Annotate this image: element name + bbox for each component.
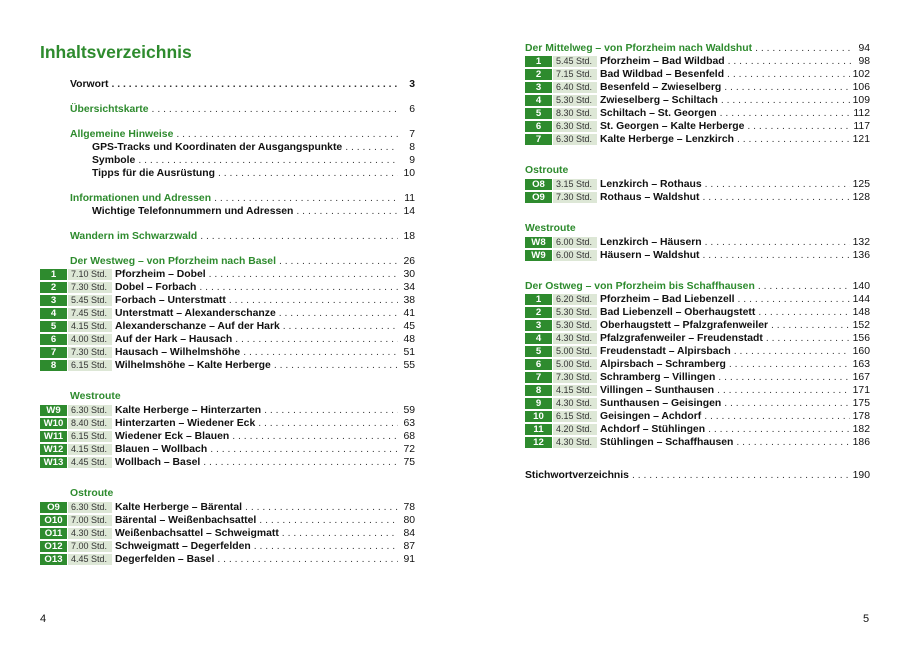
toc-entry-wandern[interactable]: Wandern im Schwarzwald . . . 18 [40, 230, 415, 243]
stage-page-number: 55 [403, 360, 415, 371]
stage-number-badge: 7 [525, 372, 552, 383]
stage-duration: 6.30 Std. [68, 405, 112, 416]
stage-number-badge: 3 [525, 320, 552, 331]
leader-dots [210, 444, 398, 455]
stage-title: Schiltach – St. Georgen [600, 108, 717, 119]
stage-row[interactable] [40, 540, 415, 553]
leader-dots [724, 82, 849, 93]
left-toc-column [40, 40, 415, 566]
stage-title: Bad Liebenzell – Oberhaugstett [600, 307, 756, 318]
stage-page-number: 102 [852, 69, 870, 80]
stage-duration: 4.00 Std. [68, 334, 112, 345]
stage-page-number: 112 [853, 108, 870, 119]
stage-list-ostweg [525, 293, 870, 449]
stage-row[interactable] [525, 319, 870, 332]
stage-duration: 6.30 Std. [553, 121, 597, 132]
stage-title: Pforzheim – Bad Liebenzell [600, 294, 735, 305]
stage-title: Blauen – Wollbach [115, 444, 208, 455]
stage-page-number: 51 [403, 347, 415, 358]
stage-number-badge: W8 [525, 237, 552, 248]
stage-title: Alpirsbach – Schramberg [600, 359, 726, 370]
stage-title: Unterstmatt – Alexanderschanze [115, 308, 276, 319]
stage-title: Forbach – Unterstmatt [115, 295, 226, 306]
stage-page-number: 109 [852, 95, 870, 106]
stage-page-number: 72 [403, 444, 415, 455]
stage-duration: 4.15 Std. [68, 321, 112, 332]
stage-title: Sunthausen – Geisingen [600, 398, 722, 409]
leader-dots [720, 108, 851, 119]
stage-row[interactable] [525, 384, 870, 397]
stage-title: Wilhelmshöhe – Kalte Herberge [115, 360, 271, 371]
stage-duration: 7.00 Std. [68, 515, 112, 526]
stage-duration: 5.00 Std. [553, 346, 597, 357]
stage-row[interactable] [525, 191, 870, 204]
stage-page-number: 128 [852, 192, 870, 203]
stage-duration: 4.45 Std. [68, 457, 112, 468]
stage-list-westweg [40, 268, 415, 372]
stage-duration: 5.30 Std. [553, 307, 597, 318]
leader-dots [279, 308, 398, 319]
stage-number-badge: 4 [525, 333, 552, 344]
toc-entry-tipps[interactable]: Tipps für die Ausrüstung . . . 10 [40, 167, 415, 180]
stage-title: Pforzheim – Dobel [115, 269, 206, 280]
stage-list-westroute-mittelweg [525, 236, 870, 262]
stage-row[interactable] [40, 294, 415, 307]
stage-list-ostroute-mittelweg [525, 178, 870, 204]
stage-title: Besenfeld – Zwieselberg [600, 82, 722, 93]
leader-dots [705, 179, 850, 190]
stage-number-badge: 10 [525, 411, 552, 422]
leader-dots [703, 250, 850, 261]
toc-entry-symbole[interactable]: Symbole . . . 9 [40, 154, 415, 167]
stage-duration: 8.40 Std. [68, 418, 112, 429]
stage-row[interactable] [525, 293, 870, 306]
stage-number-badge: 11 [525, 424, 552, 435]
stage-duration: 6.20 Std. [553, 294, 597, 305]
stage-number-badge: 1 [525, 56, 552, 67]
stage-page-number: 156 [852, 333, 870, 344]
stage-row[interactable] [40, 281, 415, 294]
stage-duration: 5.30 Std. [553, 320, 597, 331]
stage-duration: 4.15 Std. [553, 385, 597, 396]
stage-page-number: 68 [403, 431, 415, 442]
stage-page-number: 87 [403, 541, 415, 552]
stage-title: Kalte Herberge – Hinterzarten [115, 405, 262, 416]
stage-row[interactable] [40, 443, 415, 456]
stage-page-number: 132 [852, 237, 870, 248]
stage-number-badge: O9 [525, 192, 552, 203]
stage-duration: 6.30 Std. [68, 502, 112, 513]
stage-page-number: 136 [852, 250, 870, 261]
stage-title: Stühlingen – Schaffhausen [600, 437, 734, 448]
stage-row[interactable] [525, 107, 870, 120]
stage-row[interactable] [40, 333, 415, 346]
leader-dots [728, 56, 853, 67]
stage-row[interactable] [525, 55, 870, 68]
stage-row[interactable] [40, 359, 415, 372]
stage-number-badge: W12 [40, 444, 67, 455]
stage-number-badge: 6 [40, 334, 67, 345]
stage-page-number: 63 [403, 418, 415, 429]
leader-dots [734, 346, 850, 357]
stage-title: Auf der Hark – Hausach [115, 334, 233, 345]
leader-dots [727, 69, 850, 80]
stage-row[interactable] [525, 249, 870, 262]
stage-page-number: 121 [852, 134, 870, 145]
stage-page-number: 48 [403, 334, 415, 345]
stage-page-number: 125 [852, 179, 870, 190]
stage-row[interactable] [525, 68, 870, 81]
stage-page-number: 144 [852, 294, 870, 305]
stage-duration: 4.15 Std. [68, 444, 112, 455]
stage-duration: 5.00 Std. [553, 359, 597, 370]
stage-row[interactable] [525, 371, 870, 384]
stage-row[interactable] [525, 332, 870, 345]
stage-title: Zwieselberg – Schiltach [600, 95, 718, 106]
stage-number-badge: W10 [40, 418, 67, 429]
stage-title: Pforzheim – Bad Wildbad [600, 56, 725, 67]
stage-number-badge: 4 [40, 308, 67, 319]
leader-dots [258, 418, 398, 429]
leader-dots [254, 541, 398, 552]
stage-number-badge: 6 [525, 359, 552, 370]
stage-title: Bad Wildbad – Besenfeld [600, 69, 725, 80]
leader-dots [232, 431, 398, 442]
stage-row[interactable] [40, 307, 415, 320]
stage-duration: 7.10 Std. [68, 269, 112, 280]
stage-title: Kalte Herberge – Lenzkirch [600, 134, 734, 145]
stage-number-badge: W13 [40, 457, 67, 468]
stage-duration: 4.45 Std. [68, 554, 112, 565]
stage-page-number: 84 [403, 528, 415, 539]
stage-title: Pfalzgrafenweiler – Freudenstadt [600, 333, 763, 344]
stage-title: St. Georgen – Kalte Herberge [600, 121, 745, 132]
leader-dots [729, 359, 850, 370]
section-heading-mittelweg[interactable]: Der Mittelweg – von Pforzheim nach Waldshut . . . 94 [525, 42, 870, 55]
stage-number-badge: 6 [525, 121, 552, 132]
stage-page-number: 160 [852, 346, 870, 357]
stage-duration: 6.00 Std. [553, 250, 597, 261]
section-heading-ostroute-mittelweg: Ostroute [525, 165, 569, 176]
stage-title: Kalte Herberge – Bärental [115, 502, 243, 513]
stage-page-number: 167 [852, 372, 870, 383]
stage-row[interactable] [40, 501, 415, 514]
stage-title: Wiedener Eck – Blauen [115, 431, 230, 442]
stage-title: Schweigmatt – Degerfelden [115, 541, 251, 552]
stage-title: Geisingen – Achdorf [600, 411, 702, 422]
stage-number-badge: 1 [525, 294, 552, 305]
stage-row[interactable] [40, 268, 415, 281]
stage-duration: 7.45 Std. [68, 308, 112, 319]
stage-row[interactable] [40, 553, 415, 566]
stage-title: Hausach – Wilhelmshöhe [115, 347, 241, 358]
stage-row[interactable] [40, 514, 415, 527]
stage-duration: 4.30 Std. [553, 437, 597, 448]
left-page [0, 0, 454, 648]
stage-title: Schramberg – Villingen [600, 372, 716, 383]
section-heading-ostroute: Ostroute [70, 488, 114, 499]
leader-dots [704, 411, 849, 422]
stage-duration: 4.30 Std. [68, 528, 112, 539]
stage-number-badge: 8 [525, 385, 552, 396]
stage-page-number: 78 [403, 502, 415, 513]
stage-number-badge: 5 [525, 108, 552, 119]
stage-number-badge: 4 [525, 95, 552, 106]
stage-list-mittelweg [525, 55, 870, 146]
stage-row[interactable] [40, 404, 415, 417]
stage-number-badge: 3 [40, 295, 67, 306]
stage-row[interactable] [40, 456, 415, 469]
section-heading-westroute: Westroute [70, 391, 121, 402]
stage-duration: 4.30 Std. [553, 333, 597, 344]
stage-number-badge: O10 [40, 515, 67, 526]
stage-duration: 7.00 Std. [68, 541, 112, 552]
stage-page-number: 30 [403, 269, 415, 280]
stage-page-number: 80 [403, 515, 415, 526]
leader-dots [738, 294, 850, 305]
stage-page-number: 186 [852, 437, 870, 448]
leader-dots [274, 360, 398, 371]
stage-row[interactable] [525, 397, 870, 410]
stage-title: Wollbach – Basel [115, 457, 201, 468]
stage-row[interactable] [525, 236, 870, 249]
stage-duration: 7.30 Std. [68, 282, 112, 293]
stage-page-number: 34 [403, 282, 415, 293]
stage-number-badge: 12 [525, 437, 552, 448]
stage-duration: 7.30 Std. [68, 347, 112, 358]
leader-dots [235, 334, 398, 345]
stage-row[interactable] [40, 430, 415, 443]
stage-number-badge: O8 [525, 179, 552, 190]
page-number-left: 4 [40, 613, 47, 625]
stage-row[interactable] [40, 527, 415, 540]
stage-title: Lenzkirch – Häusern [600, 237, 702, 248]
stage-title: Lenzkirch – Rothaus [600, 179, 702, 190]
leader-dots [203, 457, 398, 468]
stage-number-badge: O13 [40, 554, 67, 565]
stage-duration: 7.30 Std. [553, 192, 597, 203]
stage-page-number: 171 [852, 385, 870, 396]
stage-duration: 5.30 Std. [553, 95, 597, 106]
right-toc-column [525, 42, 870, 482]
stage-duration: 6.15 Std. [553, 411, 597, 422]
stage-number-badge: O9 [40, 502, 67, 513]
stage-page-number: 106 [852, 82, 870, 93]
stage-page-number: 38 [403, 295, 415, 306]
section-heading-westroute-mittelweg: Westroute [525, 223, 576, 234]
stage-title: Villingen – Sunthausen [600, 385, 715, 396]
stage-row[interactable] [525, 81, 870, 94]
stage-row[interactable] [525, 410, 870, 423]
leader-dots [737, 134, 850, 145]
stage-number-badge: 8 [40, 360, 67, 371]
stage-page-number: 175 [852, 398, 870, 409]
leader-dots [243, 347, 398, 358]
stage-duration: 6.15 Std. [68, 431, 112, 442]
stage-number-badge: 5 [40, 321, 67, 332]
stage-row[interactable] [525, 120, 870, 133]
stage-number-badge: 5 [525, 346, 552, 357]
stage-duration: 7.15 Std. [553, 69, 597, 80]
leader-dots [718, 372, 849, 383]
stage-number-badge: 2 [525, 69, 552, 80]
leader-dots [245, 502, 398, 513]
stage-duration: 6.00 Std. [553, 237, 597, 248]
leader-dots [283, 321, 398, 332]
stage-page-number: 117 [853, 121, 870, 132]
stage-duration: 7.30 Std. [553, 372, 597, 383]
stage-title: Dobel – Forbach [115, 282, 197, 293]
stage-page-number: 98 [858, 56, 870, 67]
leader-dots [282, 528, 398, 539]
stage-duration: 5.45 Std. [553, 56, 597, 67]
page-number-right: 5 [863, 613, 870, 625]
stage-row[interactable] [40, 417, 415, 430]
leader-dots [736, 437, 849, 448]
leader-dots [217, 554, 398, 565]
stage-row[interactable] [40, 346, 415, 359]
stage-page-number: 163 [852, 359, 870, 370]
leader-dots [264, 405, 398, 416]
stage-row[interactable] [525, 133, 870, 146]
stage-row[interactable] [525, 178, 870, 191]
stage-row[interactable] [525, 358, 870, 371]
stage-page-number: 178 [852, 411, 870, 422]
right-page [455, 0, 909, 648]
stage-title: Rothaus – Waldshut [600, 192, 700, 203]
leader-dots [705, 237, 850, 248]
toc-entry-stichwortverzeichnis[interactable]: Stichwortverzeichnis . . . 190 [525, 469, 870, 482]
stage-duration: 6.40 Std. [553, 82, 597, 93]
stage-duration: 4.20 Std. [553, 424, 597, 435]
toc-entry-allgemeine-hinweise[interactable]: Allgemeine Hinweise . . . 7 [40, 128, 415, 141]
stage-duration: 8.30 Std. [553, 108, 597, 119]
leader-dots [766, 333, 850, 344]
stage-row[interactable] [40, 320, 415, 333]
stage-title: Bärental – Weißenbachsattel [115, 515, 257, 526]
page-title: Inhaltsverzeichnis [40, 42, 192, 62]
stage-number-badge: 7 [40, 347, 67, 358]
stage-page-number: 45 [403, 321, 415, 332]
leader-dots [771, 320, 850, 331]
stage-duration: 6.15 Std. [68, 360, 112, 371]
leader-dots [724, 398, 849, 409]
stage-number-badge: W9 [40, 405, 67, 416]
stage-title: Oberhaugstett – Pfalzgrafenweiler [600, 320, 769, 331]
stage-number-badge: 2 [40, 282, 67, 293]
stage-number-badge: W11 [40, 431, 67, 442]
toc-entry-telefonnummern[interactable]: Wichtige Telefonnummern und Adressen . . . 14 [40, 205, 415, 218]
stage-number-badge: W9 [525, 250, 552, 261]
stage-title: Hinterzarten – Wiedener Eck [115, 418, 256, 429]
stage-list-westroute [40, 404, 415, 469]
stage-number-badge: O12 [40, 541, 67, 552]
stage-title: Alexanderschanze – Auf der Hark [115, 321, 280, 332]
stage-row[interactable] [525, 436, 870, 449]
stage-row[interactable] [525, 94, 870, 107]
stage-title: Achdorf – Stühlingen [600, 424, 706, 435]
leader-dots [259, 515, 398, 526]
stage-page-number: 91 [403, 554, 415, 565]
toc-entry-uebersichtskarte[interactable]: Übersichtskarte . . . 6 [40, 103, 415, 116]
stage-number-badge: 1 [40, 269, 67, 280]
stage-title: Häusern – Waldshut [600, 250, 700, 261]
stage-title: Degerfelden – Basel [115, 554, 215, 565]
stage-number-badge: 3 [525, 82, 552, 93]
stage-page-number: 59 [403, 405, 415, 416]
stage-duration: 5.45 Std. [68, 295, 112, 306]
stage-number-badge: 9 [525, 398, 552, 409]
stage-duration: 4.30 Std. [553, 398, 597, 409]
stage-page-number: 182 [852, 424, 870, 435]
stage-duration: 6.30 Std. [553, 134, 597, 145]
leader-dots [209, 269, 398, 280]
section-heading-ostweg[interactable]: Der Ostweg – von Pforzheim bis Schaffhausen . . . 140 [525, 280, 870, 293]
section-heading-westweg[interactable]: Der Westweg – von Pforzheim nach Basel . . . 26 [40, 255, 415, 268]
stage-page-number: 152 [852, 320, 870, 331]
toc-entry-informationen[interactable]: Informationen und Adressen . . . 11 [40, 192, 415, 205]
stage-page-number: 41 [403, 308, 415, 319]
toc-entry-gps-tracks[interactable]: GPS-Tracks und Koordinaten der Ausgangspunkte . . . 8 [40, 141, 415, 154]
leader-dots [199, 282, 398, 293]
stage-title: Weißenbachsattel – Schweigmatt [115, 528, 279, 539]
leader-dots [717, 385, 850, 396]
leader-dots [747, 121, 850, 132]
stage-title: Freudenstadt – Alpirsbach [600, 346, 731, 357]
leader-dots [702, 192, 849, 203]
stage-number-badge: 7 [525, 134, 552, 145]
stage-duration: 3.15 Std. [553, 179, 597, 190]
stage-number-badge: O11 [40, 528, 67, 539]
stage-page-number: 75 [403, 457, 415, 468]
leader-dots [229, 295, 398, 306]
stage-row[interactable] [525, 423, 870, 436]
leader-dots [721, 95, 850, 106]
stage-row[interactable] [525, 306, 870, 319]
leader-dots [708, 424, 850, 435]
stage-page-number: 148 [852, 307, 870, 318]
stage-number-badge: 2 [525, 307, 552, 318]
leader-dots [758, 307, 849, 318]
toc-entry-vorwort[interactable]: Vorwort . . . 3 [40, 78, 415, 91]
stage-list-ostroute [40, 501, 415, 566]
stage-row[interactable] [525, 345, 870, 358]
